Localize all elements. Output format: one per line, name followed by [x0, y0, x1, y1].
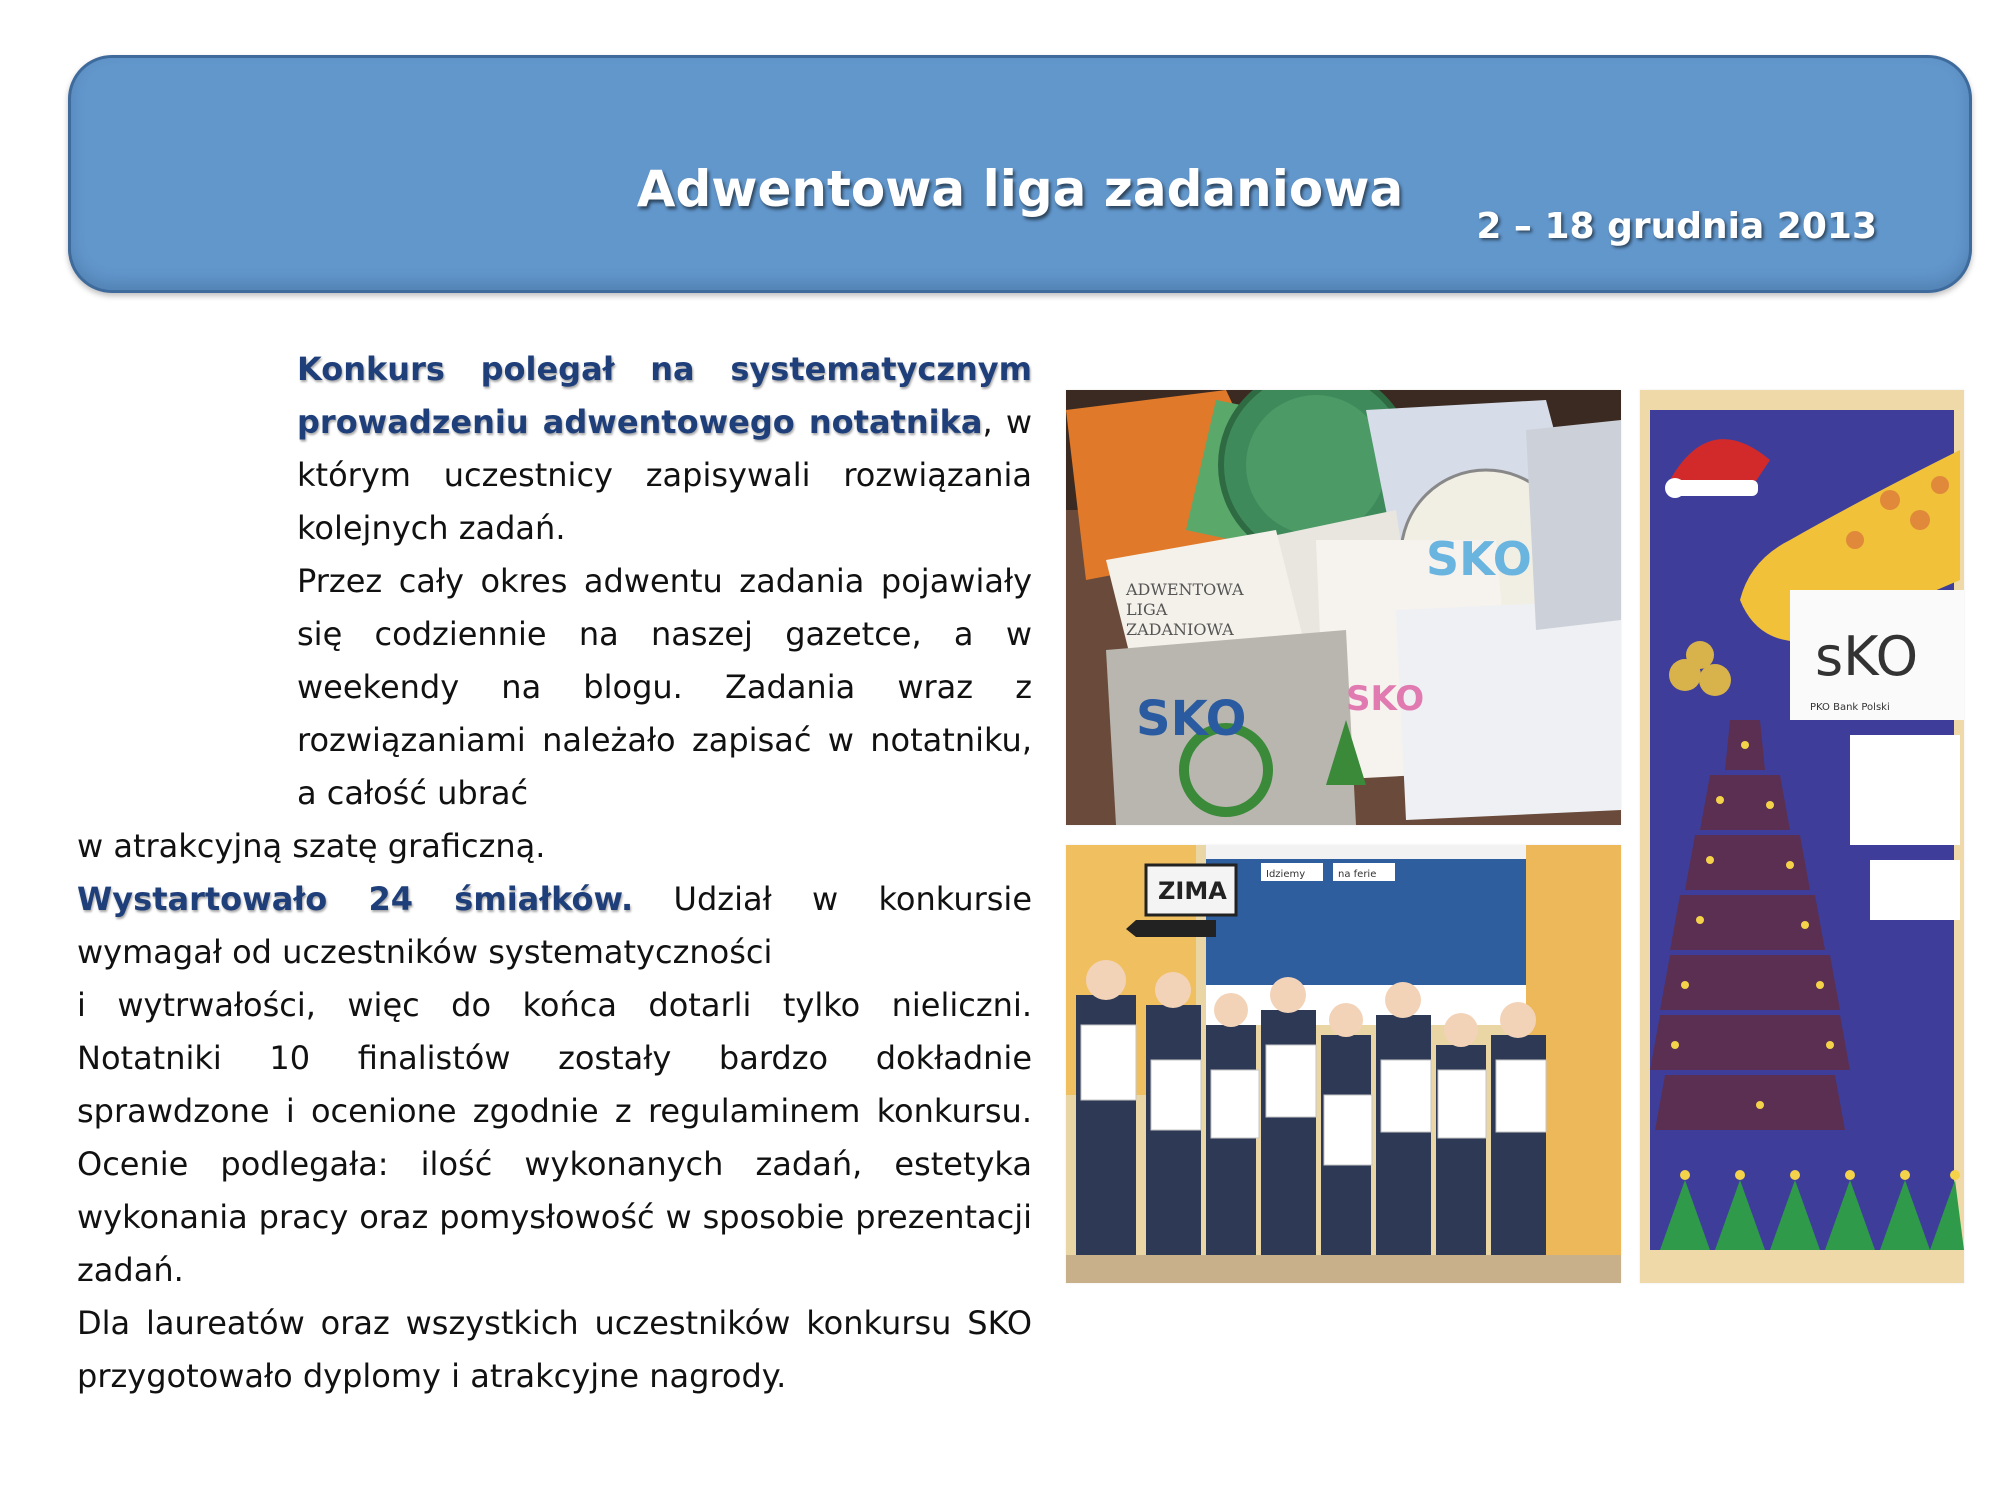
banner-text-1: Idziemy: [1266, 869, 1306, 880]
header-banner: [68, 55, 1972, 293]
banner-text-2: na ferie: [1338, 869, 1377, 880]
highlight-participants: Wystartowało 24 śmiałków.: [77, 880, 634, 918]
cover-title-2: LIGA: [1126, 600, 1168, 619]
paragraph-3a: [77, 873, 1032, 979]
event-date: 2 – 18 grudnia 2013: [1476, 206, 1877, 247]
notebooks-photo: [1066, 390, 1621, 825]
sko-logo-text: sKO: [1815, 625, 1919, 688]
zima-sign: ZIMA: [1158, 877, 1227, 905]
paragraph-3b: i wytrwałości, więc do końca dotarli tylko nieliczni. Notatniki 10 finalistów zostały bardzo dokładnie sprawdzone i ocenione zgodnie z regulaminem konkursu. Ocenie podlegała: ilość wykonanych zadań, estetyka wykonania pracy oraz pomysłowość w sposobie prezentacji zadań.: [77, 986, 1032, 1289]
group-illustration: [1066, 845, 1621, 1283]
bulletin-board-photo: [1640, 390, 1964, 1283]
card-sko-label: SKO: [1346, 679, 1425, 719]
notebooks-illustration: [1066, 390, 1621, 825]
paragraph-1-rest: , w którym uczestnicy zapisywali rozwiązania kolejnych zadań.: [297, 403, 1032, 547]
group-photo: [1066, 845, 1621, 1283]
cover-title-1: ADWENTOWA: [1126, 580, 1244, 599]
board-illustration: [1640, 390, 1964, 1283]
bank-name: PKO Bank Polski: [1810, 702, 1890, 713]
paragraph-4: Dla laureatów oraz wszystkich uczestników konkursu SKO przygotowało dyplomy i atrakcyjne nagrody.: [77, 1304, 1032, 1395]
paragraph-1: [77, 343, 1032, 555]
plate-sko-label: SKO: [1426, 532, 1532, 586]
page-title: Adwentowa liga zadaniowa: [636, 160, 1404, 218]
cover-title-3: ZADANIOWA: [1126, 620, 1234, 639]
description-text: [77, 343, 1032, 1403]
paragraph-2b: w atrakcyjną szatę graficzną.: [77, 827, 546, 865]
highlight-contest: Konkurs polegał na systematycznym prowadzeniu adwentowego notatnika: [297, 350, 1032, 441]
notebook-sko-label: SKO: [1136, 691, 1247, 747]
paragraph-3a-rest: Udział w konkursie wymagał od uczestników systematyczności: [77, 880, 1033, 971]
paragraph-2a: Przez cały okres adwentu zadania pojawiały się codziennie na naszej gazetce, a w weekendy na blogu. Zadania wraz z rozwiązaniami należało zapisać w notatniku, a całość ubrać: [297, 562, 1032, 812]
